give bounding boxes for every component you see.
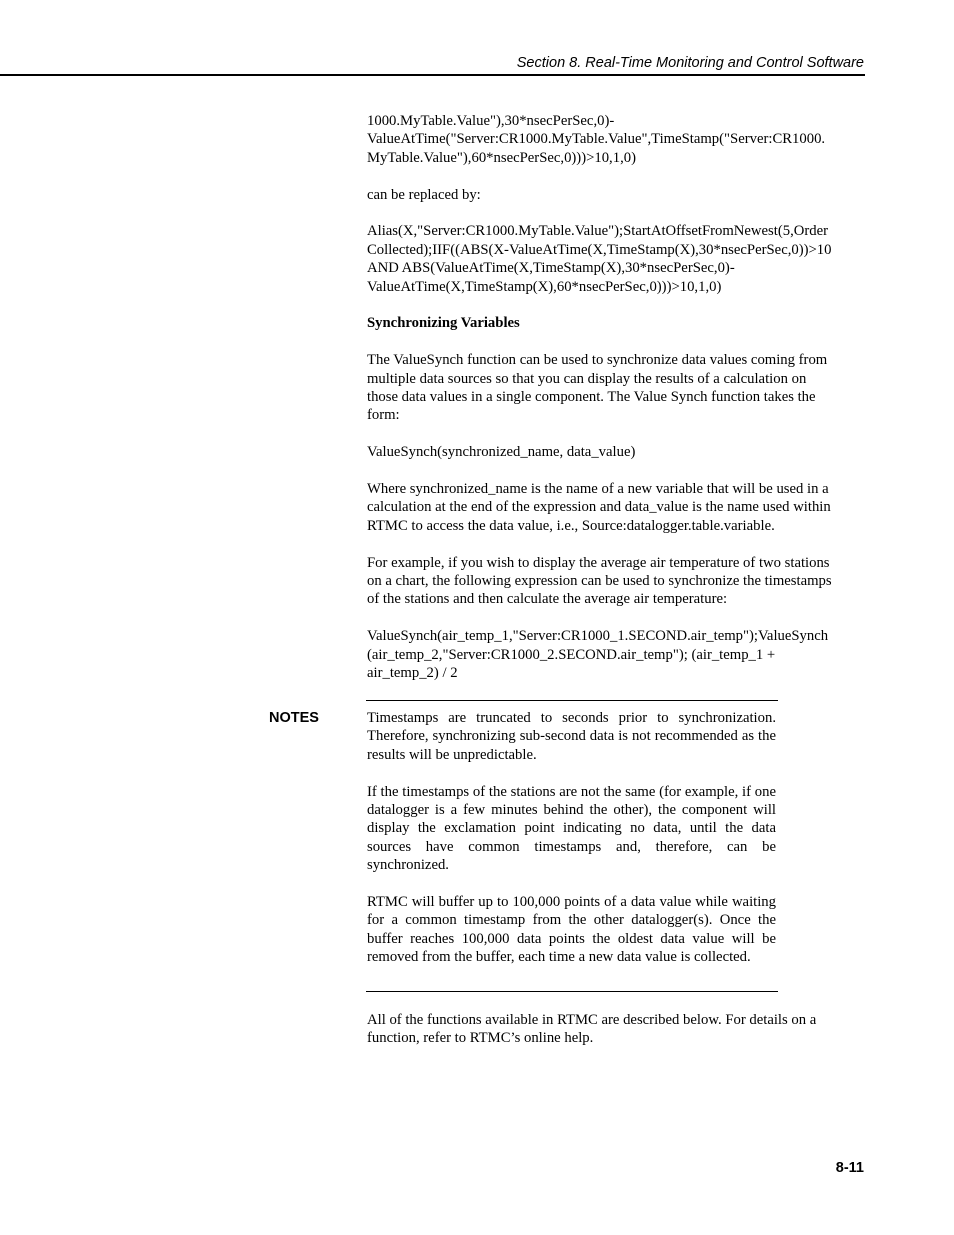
where-line: RTMC to access the data value, i.e., Source:datalogger.table.variable.: [367, 517, 775, 534]
example-expr-line: (air_temp_2,"Server:CR1000_2.SECOND.air_temp"); (air_temp_1 +: [367, 646, 776, 663]
sync-intro-line: multiple data sources so that you can display the results of a calculation on: [367, 370, 807, 387]
expr-cont-line: MyTable.Value"),60*nsecPerSec,0)))>10,1,0): [367, 149, 636, 166]
sync-intro-line: those data values in a single component. The Value Synch function takes the: [367, 389, 816, 406]
sync-form: ValueSynch(synchronized_name, data_value): [367, 444, 636, 461]
alias-line: AND ABS(ValueAtTime(X,TimeStamp(X),30*nsecPerSec,0)-: [367, 260, 735, 277]
note-item: RTMC will buffer up to 100,000 points of a data value while waiting for a common timestamp from the other datalogger(s). Once the buffer reaches 100,000 data points the oldest data value will be removed from the buffer, each time a new data value is collected.: [367, 894, 776, 966]
sync-intro-line: The ValueSynch function can be used to synchronize data values coming from: [367, 352, 828, 369]
example-line: For example, if you wish to display the average air temperature of two stations: [367, 554, 830, 571]
replaced-by-text: can be replaced by:: [367, 186, 481, 203]
sync-heading: Synchronizing Variables: [367, 315, 520, 332]
notes-label: NOTES: [269, 710, 319, 726]
notes-box: [367, 709, 776, 967]
header-rule: [0, 74, 865, 76]
expr-cont-line: ValueAtTime("Server:CR1000.MyTable.Value",TimeStamp("Server:CR1000.: [367, 131, 826, 148]
example-expr-line: air_temp_2) / 2: [367, 665, 458, 682]
alias-line: Alias(X,"Server:CR1000.MyTable.Value");StartAtOffsetFromNewest(5,Order: [367, 223, 829, 240]
where-line: calculation at the end of the expression and data_value is the name used within: [367, 499, 831, 516]
where-line: Where synchronized_name is the name of a new variable that will be used in a: [367, 481, 829, 498]
alias-line: Collected);IIF((ABS(X-ValueAtTime(X,TimeStamp(X),30*nsecPerSec,0))>10: [367, 241, 832, 258]
notes-bottom-rule: [366, 991, 778, 992]
notes-top-rule: [366, 700, 778, 701]
example-line: of the stations and then calculate the average air temperature:: [367, 591, 728, 608]
note-item: If the timestamps of the stations are not the same (for example, if one datalogger is a few minutes behind the other), the component will display the exclamation point indicating no data, until the data sources have common timestamps and, therefore, can be synchronized.: [367, 783, 776, 874]
note-item: Timestamps are truncated to seconds prior to synchronization. Therefore, synchronizing sub-second data is not recommended as the results will be unpredictable.: [367, 710, 776, 763]
closing-line: All of the functions available in RTMC are described below. For details on a: [367, 1012, 817, 1028]
main-text: [367, 112, 867, 682]
page-number: 8-11: [835, 1160, 864, 1176]
sync-intro-line: form:: [367, 407, 400, 424]
example-expr-line: ValueSynch(air_temp_1,"Server:CR1000_1.SECOND.air_temp");ValueSynch: [367, 628, 829, 645]
closing-text: [367, 1011, 867, 1048]
section-header: Section 8. Real-Time Monitoring and Control Software: [516, 55, 864, 71]
example-line: on a chart, the following expression can be used to synchronize the timestamps: [367, 573, 832, 590]
alias-line: ValueAtTime(X,TimeStamp(X),60*nsecPerSec,0)))>10,1,0): [367, 278, 722, 295]
expr-cont-line: 1000.MyTable.Value"),30*nsecPerSec,0)-: [367, 113, 615, 129]
closing-line: function, refer to RTMC’s online help.: [367, 1030, 594, 1047]
